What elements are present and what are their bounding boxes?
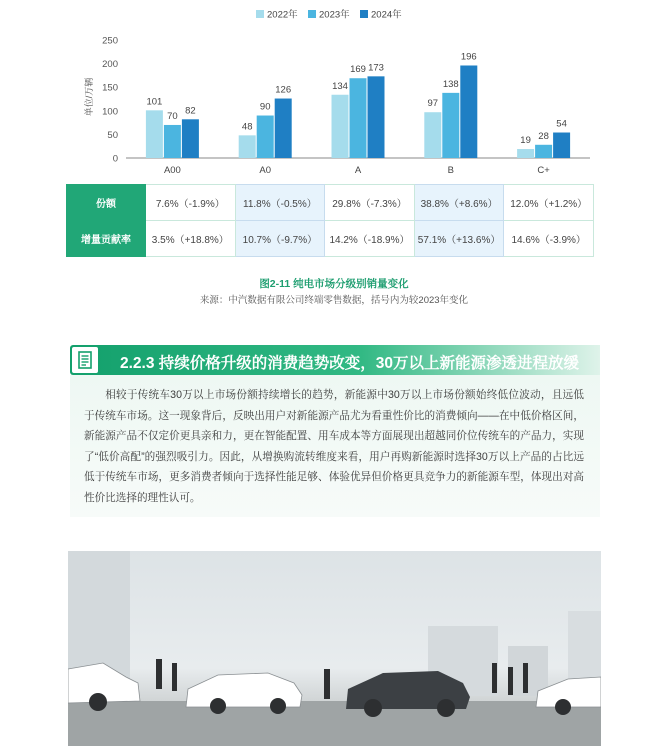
x-tick-label: A [354, 165, 362, 176]
bar-value-label: 82 [185, 105, 196, 117]
figure-source: 来源：中汽数据有限公司终端零售数据，括号内为较2023年变化 [199, 295, 469, 306]
street-photo [68, 551, 601, 746]
bar [424, 112, 441, 158]
bar [350, 78, 367, 158]
body-card [70, 375, 600, 517]
y-tick-label: 0 [112, 153, 118, 165]
bar-value-label: 134 [332, 80, 348, 92]
legend-swatch [308, 10, 316, 18]
table-cell: 11.8%（-0.5%） [235, 185, 325, 221]
bar [164, 125, 181, 158]
bar-value-label: 19 [520, 135, 531, 147]
document-icon [72, 347, 98, 373]
chart-legend [256, 9, 402, 21]
y-tick-label: 50 [107, 129, 118, 141]
bar-value-label: 28 [538, 130, 549, 142]
x-tick-label: C+ [537, 165, 550, 176]
table-cell: 12.0%（+1.2%） [504, 185, 594, 221]
y-tick-label: 100 [102, 106, 118, 118]
bar-value-label: 48 [241, 121, 253, 133]
bar-value-label: 90 [259, 101, 271, 113]
bar [517, 149, 534, 158]
table-cell: 57.1%（+13.6%） [414, 221, 504, 257]
table-cell: 29.8%（-7.3%） [325, 185, 415, 221]
y-tick-label: 150 [102, 82, 118, 94]
bar [275, 99, 292, 158]
bar [239, 135, 256, 158]
body-paragraph: 相较于传统车30万以上市场份额持续增长的趋势，新能源中30万以上市场份额始终低位波动，且远低于传统车市场。这一现象背后，反映出用户对新能源产品尤为看重性价比的消费倾向——在中低价格区间，新能源产品不仅定价更具亲和力，更在智能配置、用车成本等方面展现出超越同价位传统车的产品力，实现了“低价高配”的强烈吸引力。因此，从增换购流转维度来看，用户再购新能源时选择30万以上产品的占比远低于传统车市场，更多消费者倾向于选择性能足够、体验优异但价格更具竞争力的新能源车型，体现出对高性价比选择的理性认可。 [84, 389, 584, 504]
bar-value-label: 101 [146, 96, 163, 108]
table-cell: 14.2%（-18.9%） [325, 221, 415, 257]
section-header [70, 345, 600, 375]
y-tick-label: 250 [102, 35, 118, 47]
row-header: 增量贡献率 [67, 221, 146, 257]
table-cell: 14.6%（-3.9%） [504, 221, 594, 257]
legend-label: 2024年 [371, 9, 402, 21]
bar-value-label: 196 [460, 51, 477, 63]
bar [182, 119, 199, 158]
bar-value-label: 126 [275, 84, 292, 96]
bar [553, 133, 570, 158]
bar [368, 76, 385, 158]
x-tick-label: A0 [259, 165, 272, 176]
y-tick-label: 200 [102, 59, 118, 71]
bar-value-label: 97 [427, 98, 439, 110]
share-table [66, 184, 594, 257]
bar [146, 110, 163, 158]
bar [535, 145, 552, 158]
table-cell: 10.7%（-9.7%） [235, 221, 325, 257]
legend-swatch [256, 10, 264, 18]
table-row [67, 221, 594, 257]
y-axis-label: 单位/万辆 [84, 77, 94, 117]
bar-value-label: 70 [167, 110, 178, 122]
bar-value-label: 173 [368, 62, 384, 74]
bar-value-label: 138 [442, 78, 459, 90]
bar [332, 95, 349, 158]
table-cell: 3.5%（+18.8%） [146, 221, 236, 257]
x-tick-label: A00 [163, 165, 181, 176]
legend-label: 2023年 [319, 9, 350, 21]
table-cell: 38.8%（+8.6%） [414, 185, 504, 221]
section-title: 2.2.3 持续价格升级的消费趋势改变，30万以上新能源渗透进程放缓 [120, 355, 580, 372]
legend-swatch [360, 10, 368, 18]
chart-bars [146, 51, 570, 176]
row-header: 份额 [67, 185, 146, 221]
bar [442, 93, 459, 158]
table-row [67, 185, 594, 221]
bar-value-label: 54 [556, 118, 567, 130]
bar [257, 116, 274, 158]
bar [460, 65, 477, 158]
bar-value-label: 169 [350, 64, 366, 76]
sales-bar-chart [0, 0, 668, 180]
x-tick-label: B [447, 165, 454, 176]
table-cell: 7.6%（-1.9%） [146, 185, 236, 221]
figure-caption: 图2-11 纯电市场分级别销量变化 [259, 278, 409, 290]
legend-label: 2022年 [267, 9, 298, 21]
